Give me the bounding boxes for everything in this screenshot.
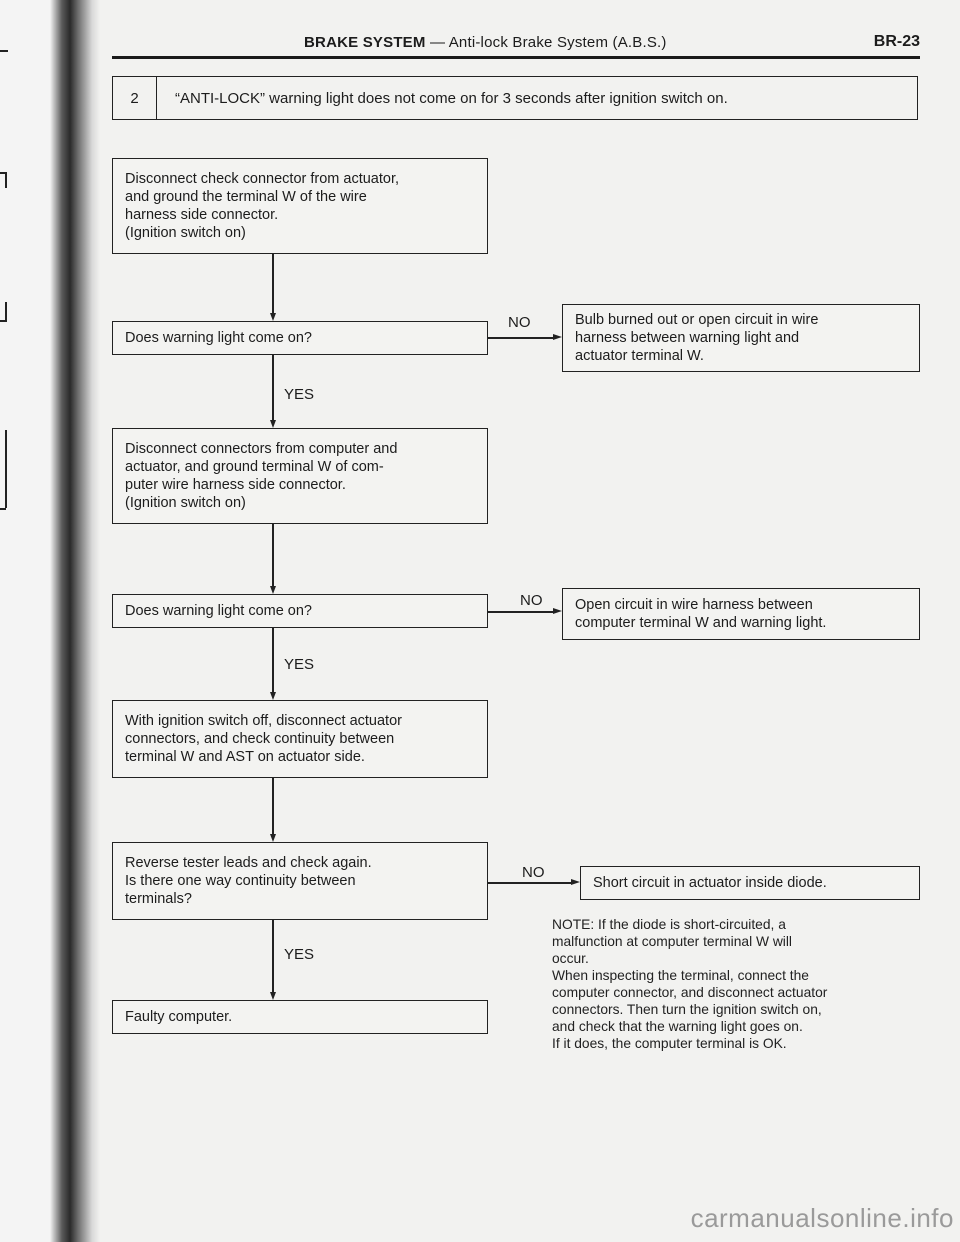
step-line: Is there one way continuity between [125,873,356,889]
question-text: Does warning light come on? [125,330,312,346]
step-line: terminals? [125,891,192,907]
margin-mark [0,508,6,510]
connector-line [272,628,274,693]
header-rule [112,56,920,59]
step-line: terminal W and AST on actuator side. [125,749,365,765]
result-box-3 [580,866,920,900]
question-box-2 [112,594,488,628]
arrow-down [270,992,276,1000]
yes-label: YES [284,946,315,963]
arrow-down [270,834,276,842]
step-box-3 [112,700,488,778]
step-line: actuator, and ground terminal W of com- [125,459,384,475]
connector-line [488,611,553,613]
connector-line [272,920,274,993]
arrow-down [270,420,276,428]
result-line: Bulb burned out or open circuit in wire [575,312,819,328]
result-line: actuator terminal W. [575,348,704,364]
step-line: connectors, and check continuity between [125,731,395,747]
arrow-down [270,692,276,700]
margin-mark [5,302,7,322]
problem-statement [112,76,918,120]
final-result-box [112,1000,488,1034]
step-line: and ground the terminal W of the wire [125,189,367,205]
arrow-down [270,313,276,321]
arrow-right [553,334,562,340]
result-line: harness between warning light and [575,330,800,346]
note-paragraph [552,916,920,1052]
connector-line [272,778,274,835]
result-box-1 [562,304,920,372]
page-header-title [304,34,667,51]
step-box-1 [112,158,488,254]
yes-label: YES [284,656,315,673]
connector-line [488,882,571,884]
result-line: Open circuit in wire harness between [575,597,813,613]
connector-line [272,524,274,587]
result-line: computer terminal W and warning light. [575,615,827,631]
problem-number: 2 [113,77,157,119]
note-line: If it does, the computer terminal is OK. [552,1036,787,1051]
binding-edge [0,0,100,1242]
watermark: carmanualsonline.info [690,1203,954,1233]
note-line: connectors. Then turn the ignition switch on, [552,1002,822,1017]
margin-mark [0,320,6,322]
note-line: When inspecting the terminal, connect the [552,968,809,983]
result-box-2 [562,588,920,640]
no-label: NO [522,864,545,881]
question-text: Does warning light come on? [125,603,312,619]
note-line: occur. [552,951,589,966]
margin-mark [5,172,7,188]
page-number: BR-23 [873,33,920,50]
step-line: (Ignition switch on) [125,495,246,511]
problem-text: “ANTI-LOCK” warning light does not come on for 3 seconds after ignition switch on. [175,89,728,107]
connector-line [272,355,274,421]
note-line: and check that the warning light goes on. [552,1019,803,1034]
header-subsection: — Anti-lock Brake System (A.B.S.) [425,34,667,51]
no-label: NO [520,592,543,609]
step-line: With ignition switch off, disconnect actuator [125,713,402,729]
question-box-1 [112,321,488,355]
question-box-3 [112,842,488,920]
step-line: harness side connector. [125,207,279,223]
note-line: malfunction at computer terminal W will [552,934,792,949]
step-box-2 [112,428,488,524]
arrow-down [270,586,276,594]
note-line: computer connector, and disconnect actuator [552,985,828,1000]
step-line: Disconnect check connector from actuator, [125,171,400,187]
step-line: Disconnect connectors from computer and [125,441,398,457]
result-line: Short circuit in actuator inside diode. [593,875,827,891]
final-result-text: Faulty computer. [125,1009,233,1025]
note-line: NOTE: If the diode is short-circuited, a [552,917,786,932]
margin-mark [0,50,8,52]
step-line: puter wire harness side connector. [125,477,346,493]
no-label: NO [508,314,531,331]
header-section: BRAKE SYSTEM [304,34,426,51]
arrow-right [553,608,562,614]
arrow-right [571,879,580,885]
step-line: (Ignition switch on) [125,225,246,241]
margin-mark [5,430,7,508]
margin-mark [0,172,6,174]
yes-label: YES [284,386,315,403]
connector-line [272,254,274,314]
step-line: Reverse tester leads and check again. [125,855,372,871]
connector-line [488,337,553,339]
